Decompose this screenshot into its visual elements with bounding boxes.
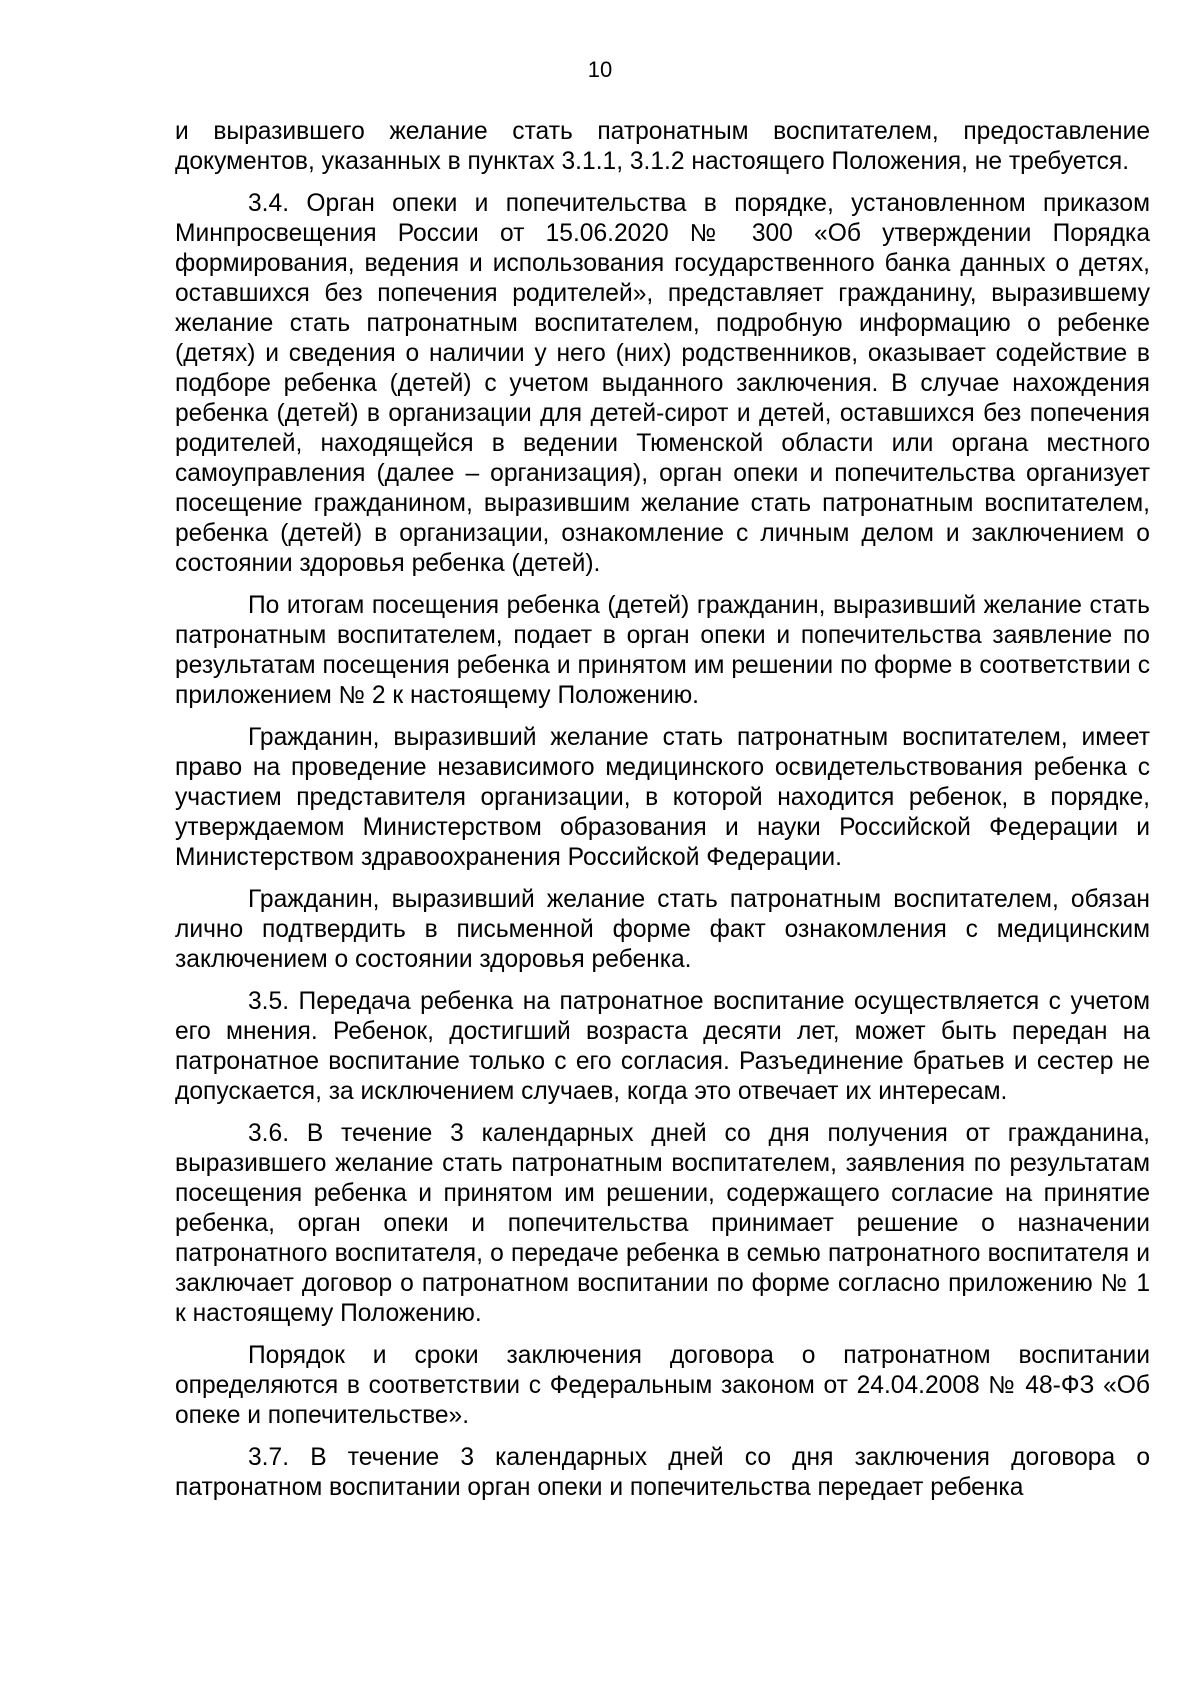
page-number: 10 <box>587 57 613 82</box>
paragraph-continuation: и выразившего желание стать патронатным воспитателем, предоставление документов, указанных в пунктах 3.1.1, 3.1.2 настоящего Положения, не требуется. <box>175 118 1150 175</box>
paragraph-medical-acknowledgement: Гражданин, выразивший желание стать патронатным воспитателем, обязан лично подтвердить в письменной форме факт ознакомления с медицинским заключением о состоянии здоровья ребенка. <box>175 886 1150 973</box>
paragraph-visit-results: По итогам посещения ребенка (детей) гражданин, выразивший желание стать патронатным воспитателем, подает в орган опеки и попечительства заявление по результатам посещения ребенка и принятом им решении по форме в соответствии с приложением № 2 к настоящему Положению. <box>175 592 1150 709</box>
paragraph-contract-terms: Порядок и сроки заключения договора о патронатном воспитании определяются в соответствии с Федеральным законом от 24.04.2008 № 48-ФЗ «Об опеке и попечительстве». <box>175 1342 1150 1429</box>
paragraph-3-6: 3.6. В течение 3 календарных дней со дня получения от гражданина, выразившего желание стать патронатным воспитателем, заявления по результатам посещения ребенка и принятом им решении, содержащего согласие на принятие ребенка, орган опеки и попечительства принимает решение о назначении патронатного воспитателя, о передаче ребенка в семью патронатного воспитателя и заключает договор о патронатном воспитании по форме согласно приложению № 1 к настоящему Положению. <box>175 1120 1150 1327</box>
paragraph-3-7: 3.7. В течение 3 календарных дней со дня заключения договора о патронатном воспитании орган опеки и попечительства передает ребенка <box>175 1444 1150 1501</box>
paragraph-medical-examination-right: Гражданин, выразивший желание стать патронатным воспитателем, имеет право на проведение независимого медицинского освидетельствования ребенка с участием представителя организации, в которой находится ребенок, в порядке, утверждаемом Министерством образования и науки Российской Федерации и Министерством здравоохранения Российской Федерации. <box>175 724 1150 871</box>
paragraph-3-4: 3.4. Орган опеки и попечительства в порядке, установленном приказом Минпросвещения России от 15.06.2020 № 300 «Об утверждении Порядка формирования, ведения и использования государственного банка данных о детях, оставшихся без попечения родителей», представляет гражданину, выразившему желание стать патронатным воспитателем, подробную информацию о ребенке (детях) и сведения о наличии у него (них) родственников, оказывает содействие в подборе ребенка (детей) с учетом выданного заключения. В случае нахождения ребенка (детей) в организации для детей-сирот и детей, оставшихся без попечения родителей, находящейся в ведении Тюменской области или органа местного самоуправления (далее – организация), орган опеки и попечительства организует посещение гражданином, выразившим желание стать патронатным воспитателем, ребенка (детей) в организации, ознакомление с личным делом и заключением о состоянии здоровья ребенка (детей). <box>175 190 1150 577</box>
document-body <box>175 117 1150 1515</box>
paragraph-3-5: 3.5. Передача ребенка на патронатное воспитание осуществляется с учетом его мнения. Ребенок, достигший возраста десяти лет, может быть передан на патронатное воспитание только с его согласия. Разъединение братьев и сестер не допускается, за исключением случаев, когда это отвечает их интересам. <box>175 988 1150 1105</box>
